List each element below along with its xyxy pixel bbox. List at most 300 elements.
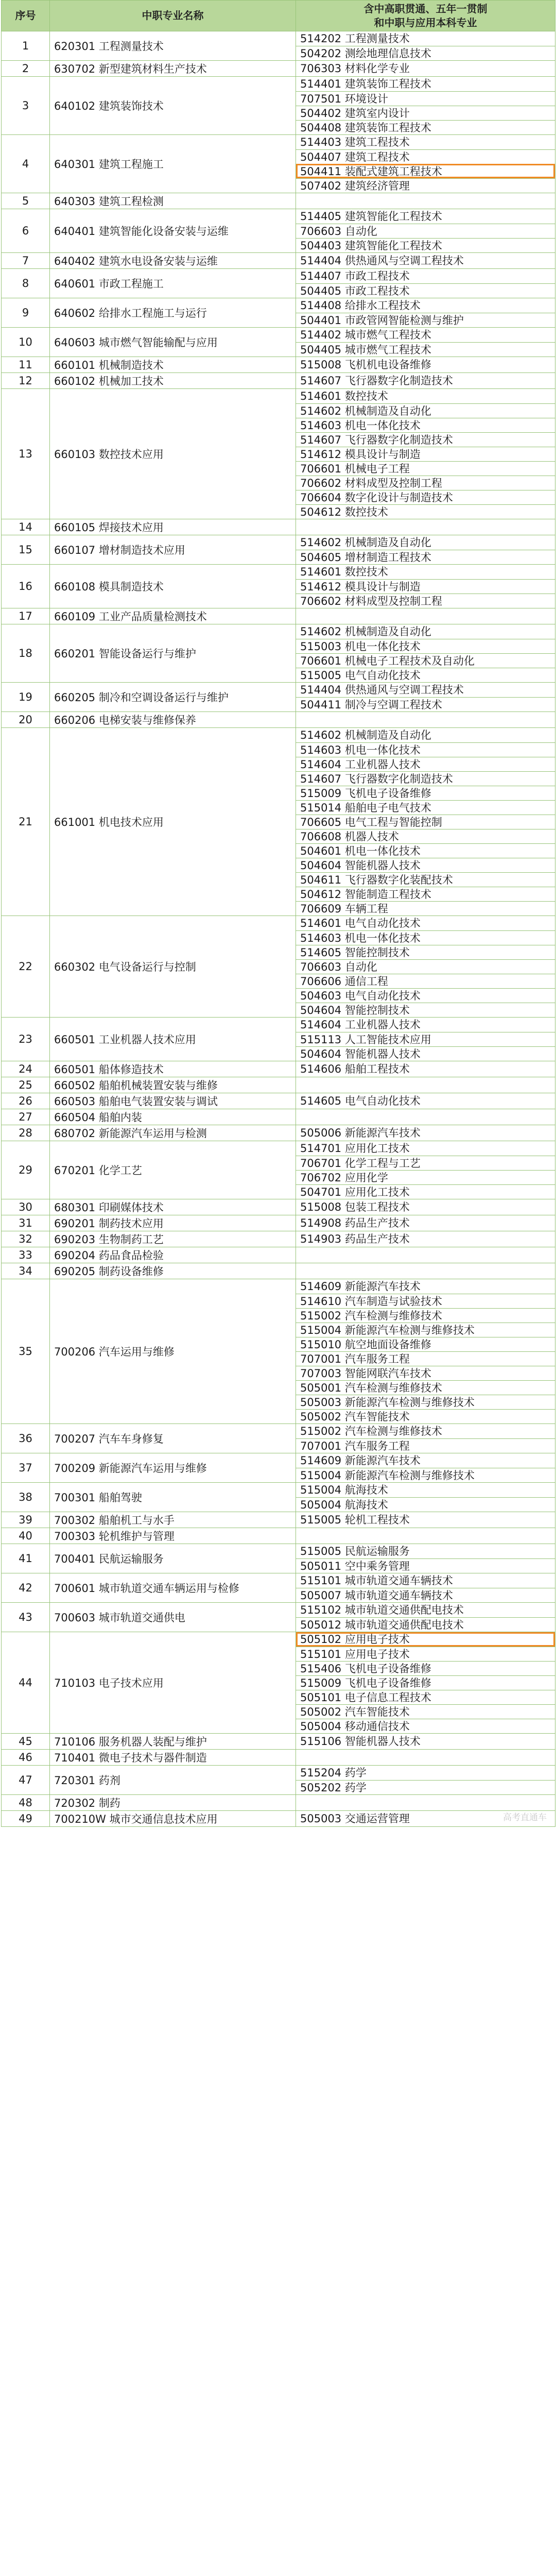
row-number: 16 (2, 565, 50, 608)
target-majors-cell (296, 1573, 555, 1603)
secondary-major-name: 640603 城市燃气智能输配与应用 (50, 328, 296, 357)
target-major: 514408 给排水工程技术 (300, 299, 421, 312)
target-major: 706601 机械电子工程 (296, 461, 555, 476)
table-row (2, 1483, 555, 1512)
table-row (2, 535, 555, 565)
row-number: 25 (2, 1077, 50, 1093)
watermark: 高考直通车 (503, 1812, 547, 1823)
target-majors-cell (296, 253, 555, 269)
secondary-major-name: 660103 数控技术应用 (50, 389, 296, 519)
header-no: 序号 (2, 1, 50, 31)
table-row (2, 1141, 555, 1199)
table-row (2, 1766, 555, 1795)
target-major: 504611 飞行器数字化装配技术 (296, 872, 555, 887)
table-row (2, 1279, 555, 1424)
row-number: 20 (2, 712, 50, 728)
row-number: 43 (2, 1603, 50, 1632)
secondary-major-name: 660108 模具制造技术 (50, 565, 296, 608)
target-majors-cell (296, 1750, 555, 1766)
table-row (2, 916, 555, 1018)
secondary-major-name: 640301 建筑工程施工 (50, 135, 296, 193)
target-major: 505011 空中乘务管理 (296, 1558, 555, 1573)
major-mapping-table (1, 0, 555, 1827)
target-major: 505004 移动通信技术 (296, 1719, 555, 1733)
secondary-major-name: 710401 微电子技术与器件制造 (50, 1750, 296, 1766)
target-major: 505002 汽车智能技术 (296, 1704, 555, 1719)
target-major: 504612 智能制造工程技术 (296, 887, 555, 901)
target-major: 514601 电气自动化技术 (300, 917, 421, 929)
target-major: 514602 机械制造及自动化 (300, 536, 431, 549)
secondary-major-name: 700601 城市轨道交通车辆运用与检修 (50, 1573, 296, 1603)
target-major: 505006 新能源汽车技术 (300, 1127, 421, 1139)
target-major: 514701 应用化工技术 (300, 1142, 410, 1155)
target-majors-cell (296, 328, 555, 357)
target-major: 514604 工业机器人技术 (300, 1019, 421, 1031)
target-major: 514603 机电一体化技术 (296, 742, 555, 757)
target-major: 514602 机械制造及自动化 (300, 625, 431, 638)
row-number: 5 (2, 193, 50, 209)
target-major: 707501 环境设计 (296, 91, 555, 106)
row-number: 24 (2, 1061, 50, 1077)
table-row (2, 683, 555, 712)
secondary-major-name: 720302 制药 (50, 1795, 296, 1811)
table-row (2, 1734, 555, 1750)
secondary-major-name: 700209 新能源汽车运用与维修 (50, 1453, 296, 1483)
secondary-major-name: 680301 印刷媒体技术 (50, 1199, 296, 1215)
table-row (2, 624, 555, 683)
row-number: 44 (2, 1632, 50, 1734)
target-majors-cell (296, 1018, 555, 1061)
table-row (2, 269, 555, 298)
row-number: 13 (2, 389, 50, 519)
target-major: 514202 工程测量技术 (300, 32, 410, 45)
table-row (2, 712, 555, 728)
target-major: 706702 应用化学 (296, 1170, 555, 1184)
target-major: 706303 材料化学专业 (300, 62, 410, 75)
target-major: 504411 制冷与空调工程技术 (296, 697, 555, 711)
row-number: 42 (2, 1573, 50, 1603)
row-number: 3 (2, 77, 50, 135)
secondary-major-name: 660503 船舶电气装置安装与调试 (50, 1093, 296, 1109)
row-number: 35 (2, 1279, 50, 1424)
secondary-major-name: 700210W 城市交通信息技术应用 (50, 1811, 296, 1827)
row-number: 2 (2, 61, 50, 77)
table-row (2, 1061, 555, 1077)
row-number: 45 (2, 1734, 50, 1750)
target-majors-cell (296, 519, 555, 535)
target-majors-cell (296, 389, 555, 519)
secondary-major-name: 660501 船体修造技术 (50, 1061, 296, 1077)
target-majors-cell (296, 1263, 555, 1279)
target-major: 514607 飞行器数字化制造技术 (296, 432, 555, 447)
target-major: 505003 新能源汽车检测与维修技术 (296, 1395, 555, 1409)
target-major: 514612 模具设计与制造 (296, 579, 555, 594)
target-major: 514604 工业机器人技术 (296, 757, 555, 771)
row-number: 23 (2, 1018, 50, 1061)
row-number: 1 (2, 31, 50, 61)
target-majors-cell (296, 1279, 555, 1424)
row-number: 49 (2, 1811, 50, 1827)
table-row (2, 1263, 555, 1279)
target-major: 515406 飞机电子设备维修 (296, 1661, 555, 1675)
row-number: 31 (2, 1215, 50, 1231)
table-row (2, 1573, 555, 1603)
table-body (2, 31, 555, 1827)
table-row (2, 209, 555, 253)
target-majors-cell (296, 1528, 555, 1544)
row-number: 12 (2, 373, 50, 389)
target-major: 515106 智能机器人技术 (300, 1735, 421, 1748)
target-major: 514607 飞行器数字化制造技术 (300, 375, 453, 387)
target-majors-cell (296, 269, 555, 298)
secondary-major-name: 660101 机械制造技术 (50, 357, 296, 373)
row-number: 39 (2, 1512, 50, 1528)
secondary-major-name: 640402 建筑水电设备安装与运维 (50, 253, 296, 269)
target-major: 707001 汽车服务工程 (296, 1438, 555, 1453)
target-majors-cell (296, 1632, 555, 1734)
secondary-major-name: 640602 给排水工程施工与运行 (50, 298, 296, 328)
target-major: 706601 机械电子工程技术及自动化 (296, 653, 555, 668)
secondary-major-name: 710103 电子技术应用 (50, 1632, 296, 1734)
row-number: 30 (2, 1199, 50, 1215)
table-row (2, 728, 555, 916)
target-major: 504405 市政工程技术 (296, 283, 555, 298)
target-majors-cell (296, 728, 555, 916)
secondary-major-name: 710106 服务机器人装配与维护 (50, 1734, 296, 1750)
target-major: 515005 轮机工程技术 (300, 1514, 410, 1526)
row-number: 7 (2, 253, 50, 269)
target-major: 706701 化学工程与工艺 (296, 1156, 555, 1170)
secondary-major-name: 660109 工业产品质量检测技术 (50, 608, 296, 624)
target-majors-cell (296, 1077, 555, 1093)
target-majors-cell (296, 77, 555, 135)
target-major: 706602 材料成型及控制工程 (296, 594, 555, 608)
table-row (2, 1811, 555, 1827)
target-majors-cell (296, 1483, 555, 1512)
table-row (2, 1750, 555, 1766)
secondary-major-name: 690201 制药技术应用 (50, 1215, 296, 1231)
target-major: 707001 汽车服务工程 (296, 1351, 555, 1366)
target-major: 514402 城市燃气工程技术 (300, 329, 431, 341)
secondary-major-name: 690203 生物制药工艺 (50, 1231, 296, 1247)
target-major: 514601 数控技术 (300, 566, 388, 578)
row-number: 46 (2, 1750, 50, 1766)
target-major: 514603 机电一体化技术 (296, 930, 555, 945)
target-major: 515204 药学 (300, 1767, 367, 1779)
secondary-major-name: 660502 船舶机械装置安装与维修 (50, 1077, 296, 1093)
target-major: 514404 供热通风与空调工程技术 (300, 684, 464, 696)
table-row (2, 1215, 555, 1231)
row-number: 27 (2, 1109, 50, 1125)
target-major: 515004 航海技术 (300, 1484, 388, 1496)
target-major: 504402 建筑室内设计 (296, 106, 555, 120)
target-major: 504202 测绘地理信息技术 (296, 46, 555, 60)
target-majors-cell (296, 712, 555, 728)
secondary-major-name: 660102 机械加工技术 (50, 373, 296, 389)
target-major: 504408 建筑装饰工程技术 (296, 120, 555, 134)
table-row (2, 1231, 555, 1247)
table-row (2, 1077, 555, 1093)
table-row (2, 1247, 555, 1263)
target-major: 514404 供热通风与空调工程技术 (300, 255, 464, 267)
target-major: 515009 飞机电子设备维修 (296, 1675, 555, 1690)
table-row (2, 519, 555, 535)
table-row (2, 1544, 555, 1573)
row-number: 18 (2, 624, 50, 683)
secondary-major-name: 700301 船舶驾驶 (50, 1483, 296, 1512)
target-major: 505012 城市轨道交通供配电技术 (296, 1617, 555, 1632)
target-major: 504604 智能机器人技术 (296, 1046, 555, 1061)
target-majors-cell (296, 1424, 555, 1453)
target-major: 515101 应用电子技术 (296, 1647, 555, 1661)
target-major: 504407 建筑工程技术 (296, 149, 555, 164)
table-row (2, 608, 555, 624)
table-row (2, 1632, 555, 1734)
target-majors-cell (296, 1766, 555, 1795)
secondary-major-name: 661001 机电技术应用 (50, 728, 296, 916)
target-majors-cell (296, 1141, 555, 1199)
target-major: 514609 新能源汽车技术 (300, 1454, 421, 1467)
target-majors-cell (296, 535, 555, 565)
target-majors-cell (296, 1603, 555, 1632)
target-major: 504603 电气自动化技术 (296, 988, 555, 1003)
target-majors-cell (296, 1109, 555, 1125)
target-majors-cell (296, 683, 555, 712)
target-majors-cell (296, 373, 555, 389)
target-major: 504604 智能控制技术 (296, 1003, 555, 1017)
target-major: 504403 建筑智能化工程技术 (296, 238, 555, 252)
table-row (2, 1109, 555, 1125)
secondary-major-name: 700603 城市轨道交通供电 (50, 1603, 296, 1632)
row-number: 41 (2, 1544, 50, 1573)
header-targets-line-1: 含中高职贯通、五年一贯制 (363, 2, 488, 15)
target-majors-cell (296, 357, 555, 373)
target-majors-cell (296, 61, 555, 77)
target-major: 514605 电气自动化技术 (300, 1095, 421, 1107)
target-major: 706603 自动化 (296, 224, 555, 238)
target-major: 706608 机器人技术 (296, 829, 555, 843)
table-row (2, 1603, 555, 1632)
header-major: 中职专业名称 (50, 1, 296, 31)
secondary-major-name: 670201 化学工艺 (50, 1141, 296, 1199)
secondary-major-name: 640601 市政工程施工 (50, 269, 296, 298)
row-number: 26 (2, 1093, 50, 1109)
target-major: 706603 自动化 (296, 959, 555, 974)
table-row (2, 77, 555, 135)
row-number: 14 (2, 519, 50, 535)
target-majors-cell (296, 1125, 555, 1141)
secondary-major-name: 690204 药品食品检验 (50, 1247, 296, 1263)
target-majors-cell (296, 1093, 555, 1109)
table-row (2, 565, 555, 608)
target-majors-cell (296, 135, 555, 193)
secondary-major-name: 640401 建筑智能化设备安装与运维 (50, 209, 296, 253)
target-major: 505003 交通运营管理 (300, 1812, 410, 1825)
table-row (2, 1199, 555, 1215)
target-major: 515102 城市轨道交通供配电技术 (300, 1604, 464, 1616)
target-major: 505202 药学 (296, 1780, 555, 1794)
target-majors-cell (296, 1734, 555, 1750)
table-row (2, 1424, 555, 1453)
table-row (2, 373, 555, 389)
row-number: 9 (2, 298, 50, 328)
target-major: 514401 建筑装饰工程技术 (300, 78, 431, 90)
target-major: 515004 新能源汽车检测与维修技术 (296, 1468, 555, 1482)
secondary-major-name: 630702 新型建筑材料生产技术 (50, 61, 296, 77)
secondary-major-name: 660201 智能设备运行与维护 (50, 624, 296, 683)
target-major: 706602 材料成型及控制工程 (296, 476, 555, 490)
target-major: 515002 汽车检测与维修技术 (300, 1425, 442, 1437)
target-majors-cell (296, 1453, 555, 1483)
target-major: 504701 应用化工技术 (296, 1184, 555, 1199)
target-major: 514601 数控技术 (300, 390, 388, 402)
target-major: 515009 飞机电子设备维修 (296, 786, 555, 800)
target-majors-cell (296, 1544, 555, 1573)
row-number: 17 (2, 608, 50, 624)
secondary-major-name: 660105 焊接技术应用 (50, 519, 296, 535)
target-major: 706604 数字化设计与制造技术 (296, 490, 555, 504)
secondary-major-name: 660206 电梯安装与维修保养 (50, 712, 296, 728)
row-number: 48 (2, 1795, 50, 1811)
target-major: 515113 人工智能技术应用 (296, 1032, 555, 1046)
row-number: 32 (2, 1231, 50, 1247)
row-number: 8 (2, 269, 50, 298)
table-row (2, 193, 555, 209)
secondary-major-name: 660205 制冷和空调设备运行与维护 (50, 683, 296, 712)
table-row (2, 1125, 555, 1141)
row-number: 33 (2, 1247, 50, 1263)
table-row (2, 253, 555, 269)
table-row (2, 31, 555, 61)
table-row (2, 1528, 555, 1544)
table-row (2, 298, 555, 328)
target-major: 515003 机电一体化技术 (296, 639, 555, 653)
target-major: 515005 电气自动化技术 (296, 668, 555, 682)
target-majors-cell (296, 298, 555, 328)
target-major: 514908 药品生产技术 (300, 1217, 410, 1229)
target-majors-cell (296, 1512, 555, 1528)
target-major: 514602 机械制造及自动化 (300, 729, 431, 741)
target-major: 505007 城市轨道交通车辆技术 (296, 1588, 555, 1602)
target-major: 515014 船舶电子电气技术 (296, 800, 555, 815)
header-targets (296, 1, 555, 31)
table-row (2, 61, 555, 77)
table-row (2, 357, 555, 373)
target-major: 706609 车辆工程 (296, 901, 555, 916)
target-major: 505001 汽车检测与维修技术 (296, 1380, 555, 1395)
target-major: 514405 建筑智能化工程技术 (300, 210, 442, 223)
target-major: 504401 市政管网智能检测与维护 (296, 313, 555, 327)
target-major: 706606 通信工程 (296, 974, 555, 988)
row-number: 37 (2, 1453, 50, 1483)
row-number: 21 (2, 728, 50, 916)
target-majors-cell (296, 608, 555, 624)
target-majors-cell (296, 1247, 555, 1263)
target-major: 514607 飞行器数字化制造技术 (296, 771, 555, 786)
target-majors-cell (296, 1215, 555, 1231)
table-row (2, 135, 555, 193)
target-major: 505101 电子信息工程技术 (296, 1690, 555, 1704)
row-number: 10 (2, 328, 50, 357)
secondary-major-name: 700206 汽车运用与维修 (50, 1279, 296, 1424)
row-number: 40 (2, 1528, 50, 1544)
secondary-major-name: 700207 汽车车身修复 (50, 1424, 296, 1453)
secondary-major-name: 720301 药剂 (50, 1766, 296, 1795)
target-major: 514407 市政工程技术 (300, 270, 410, 282)
table-row (2, 1453, 555, 1483)
target-majors-cell (296, 209, 555, 253)
target-major: 515002 汽车检测与维修技术 (296, 1308, 555, 1323)
table-row (2, 1795, 555, 1811)
target-major: 504604 智能机器人技术 (296, 858, 555, 872)
target-major: 515008 包装工程技术 (300, 1201, 410, 1213)
table-row (2, 1093, 555, 1109)
table-row (2, 1018, 555, 1061)
target-major: 504612 数控技术 (296, 504, 555, 519)
secondary-major-name: 700401 民航运输服务 (50, 1544, 296, 1573)
target-majors-cell (296, 624, 555, 683)
target-major: 706605 电气工程与智能控制 (296, 815, 555, 829)
target-major: 515101 城市轨道交通车辆技术 (300, 1574, 453, 1587)
target-major: 514602 机械制造及自动化 (296, 403, 555, 418)
target-majors-cell (296, 565, 555, 608)
secondary-major-name: 700303 轮机维护与管理 (50, 1528, 296, 1544)
table-row (2, 389, 555, 519)
target-majors-cell (296, 193, 555, 209)
table-row (2, 328, 555, 357)
target-major: 515005 民航运输服务 (300, 1545, 410, 1557)
secondary-major-name: 680702 新能源汽车运用与检测 (50, 1125, 296, 1141)
target-major: 514903 药品生产技术 (300, 1233, 410, 1245)
target-major: 505004 航海技术 (296, 1497, 555, 1512)
target-majors-cell (296, 1231, 555, 1247)
row-number: 29 (2, 1141, 50, 1199)
target-major: 504405 城市燃气工程技术 (296, 342, 555, 357)
row-number: 22 (2, 916, 50, 1018)
target-major: 515004 新能源汽车检测与维修技术 (296, 1323, 555, 1337)
target-major: 514403 建筑工程技术 (300, 136, 410, 148)
row-number: 19 (2, 683, 50, 712)
target-major: 507402 建筑经济管理 (296, 178, 555, 193)
target-major: 505002 汽车智能技术 (296, 1409, 555, 1423)
target-majors-cell (296, 1795, 555, 1811)
target-major: 504601 机电一体化技术 (296, 843, 555, 858)
row-number: 11 (2, 357, 50, 373)
target-major: 514605 智能控制技术 (296, 945, 555, 959)
secondary-major-name: 640102 建筑装饰技术 (50, 77, 296, 135)
target-major-highlighted: 505102 应用电子技术 (296, 1632, 555, 1647)
row-number: 4 (2, 135, 50, 193)
target-major: 514612 模具设计与制造 (296, 447, 555, 461)
target-majors-cell (296, 916, 555, 1018)
target-major: 707003 智能网联汽车技术 (296, 1366, 555, 1380)
row-number: 15 (2, 535, 50, 565)
header-targets-line-2: 和中职与应用本科专业 (374, 16, 477, 29)
target-major: 504605 增材制造工程技术 (296, 550, 555, 564)
target-majors-cell (296, 1061, 555, 1077)
target-major: 514603 机电一体化技术 (296, 418, 555, 432)
secondary-major-name: 620301 工程测量技术 (50, 31, 296, 61)
secondary-major-name: 660504 船舶内装 (50, 1109, 296, 1125)
secondary-major-name: 640303 建筑工程检测 (50, 193, 296, 209)
secondary-major-name: 690205 制药设备维修 (50, 1263, 296, 1279)
target-major: 514606 船舶工程技术 (300, 1063, 410, 1075)
target-major-highlighted: 504411 装配式建筑工程技术 (296, 164, 555, 178)
target-major: 514609 新能源汽车技术 (300, 1280, 421, 1293)
secondary-major-name: 700302 船舶机工与水手 (50, 1512, 296, 1528)
secondary-major-name: 660302 电气设备运行与控制 (50, 916, 296, 1018)
target-majors-cell (296, 31, 555, 61)
